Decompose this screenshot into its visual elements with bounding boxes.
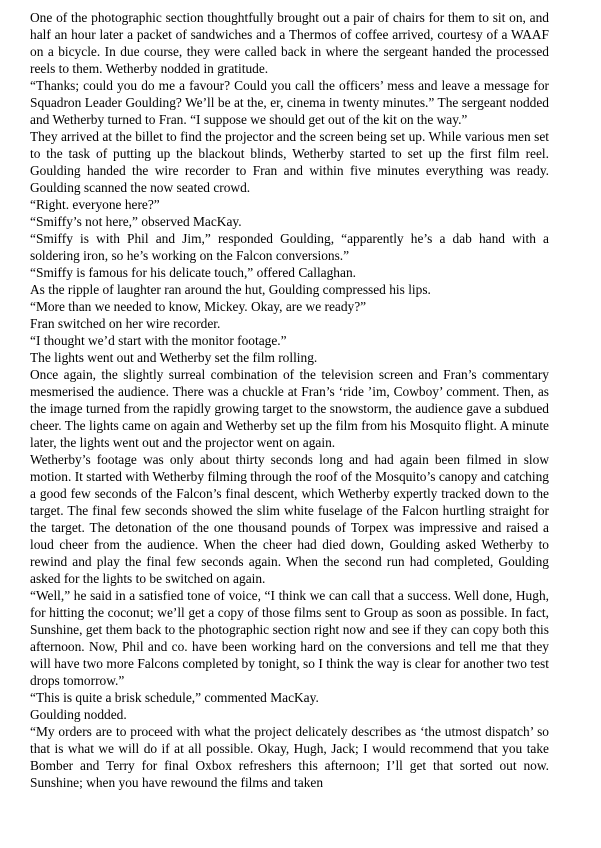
- paragraph-5: “Smiffy’s not here,” observed MacKay.: [30, 214, 242, 229]
- paragraph-16: “This is quite a brisk schedule,” commented MacKay.: [30, 690, 319, 705]
- paragraph-11: “I thought we’d start with the monitor footage.”: [30, 333, 287, 348]
- paragraph-9: “More than we needed to know, Mickey. Okay, are we ready?”: [30, 299, 367, 314]
- paragraph-13: Once again, the slightly surreal combination of the television screen and Fran’s commentary mesmerised the audience. There was a chuckle at Fran’s ‘ride ’im, Cowboy’ comment. Then, as the image turned from the rapidly growing target to the snowstorm, the audience gave a subdued cheer. The lights came on again and Wetherby set up the film from his Mosquito flight. A minute later, the lights went out and the projector went on again.: [30, 367, 549, 450]
- paragraph-10: Fran switched on her wire recorder.: [30, 316, 221, 331]
- paragraph-12: The lights went out and Wetherby set the film rolling.: [30, 350, 318, 365]
- paragraph-1: One of the photographic section thoughtfully brought out a pair of chairs for them to sit on, and half an hour later a packet of sandwiches and a Thermos of coffee arrived, courtesy of a WAAF on a bicycle. In due course, they were called back in where the sergeant handed the processed reels to them. Wetherby nodded in gratitude.: [30, 10, 549, 76]
- paragraph-3: They arrived at the billet to find the projector and the screen being set up. While various men set to the task of putting up the blackout blinds, Wetherby started to set up the first film reel. Goulding handed the wire recorder to Fran and within five minutes everything was ready. Goulding scanned the now seated crowd.: [30, 129, 549, 195]
- paragraph-14: Wetherby’s footage was only about thirty seconds long and had again been filmed in slow motion. It started with Wetherby filming through the roof of the Mosquito’s canopy and catching a good few seconds of the Falcon’s final descent, which Wetherby expertly tracked down to the target. The final few seconds showed the slim white fuselage of the Falcon hurtling straight for the target. The detonation of the one thousand pounds of Torpex was impressive and raised a loud cheer from the audience. When the cheer had died down, Goulding asked Wetherby to rewind and play the final few seconds again. When the second run had completed, Goulding asked for the lights to be switched on again.: [30, 452, 549, 586]
- paragraph-7: “Smiffy is famous for his delicate touch,” offered Callaghan.: [30, 265, 356, 280]
- document-page: [30, 9, 549, 791]
- paragraph-18: “My orders are to proceed with what the project delicately describes as ‘the utmost dispatch’ so that is what we will do if at all possible. Okay, Hugh, Jack; I would recommend that you take Bomber and Terry for final Oxbox refreshers this afternoon; I’ll get that sorted out now. Sunshine; when you have rewound the films and taken: [30, 724, 549, 790]
- paragraph-17: Goulding nodded.: [30, 707, 127, 722]
- paragraph-2: “Thanks; could you do me a favour? Could you call the officers’ mess and leave a message for Squadron Leader Goulding? We’ll be at the, er, cinema in twenty minutes.” The sergeant nodded and Wetherby turned to Fran. “I suppose we should get out of the kit on the way.”: [30, 78, 549, 127]
- paragraph-6: “Smiffy is with Phil and Jim,” responded Goulding, “apparently he’s a dab hand with a soldering iron, so he’s working on the Falcon conversions.”: [30, 231, 549, 263]
- paragraph-4: “Right. everyone here?”: [30, 197, 160, 212]
- paragraph-15: “Well,” he said in a satisfied tone of voice, “I think we can call that a success. Well done, Hugh, for hitting the coconut; we’ll get a copy of those films sent to Group as soon as possible. In fact, Sunshine, get them back to the photographic section right now and see if they can copy both this afternoon. Now, Phil and co. have been working hard on the conversions and tell me that they will have two more Falcons completed by tonight, so I think the way is clear for another two test drops tomorrow.”: [30, 588, 549, 688]
- paragraph-8: As the ripple of laughter ran around the hut, Goulding compressed his lips.: [30, 282, 431, 297]
